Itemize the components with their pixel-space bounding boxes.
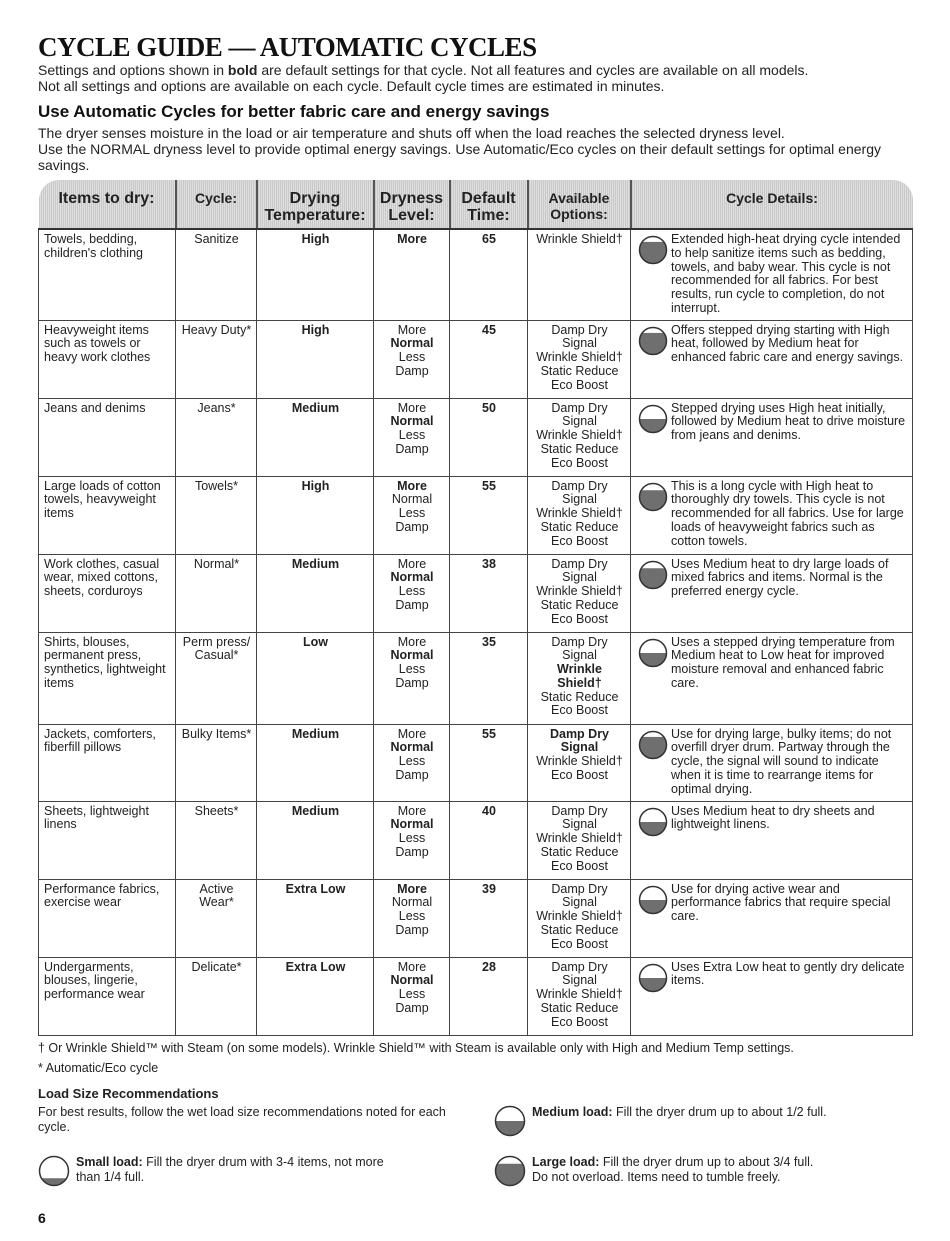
dryness-level: More: [397, 400, 427, 415]
option-item: Eco Boost: [551, 611, 608, 626]
drum-load-icon: [638, 326, 668, 360]
dryness-level: Damp: [395, 767, 429, 782]
options-cell: [528, 879, 631, 957]
table-row: [39, 229, 913, 320]
options-cell: [528, 398, 631, 476]
dryness-level: More: [397, 478, 427, 493]
drum-load-icon: [638, 560, 668, 594]
option-item: Eco Boost: [551, 533, 608, 548]
dryness-level: Normal: [390, 740, 434, 755]
items-cell: Performance fabrics, exercise wear: [39, 879, 176, 957]
temperature-cell: Medium: [257, 554, 374, 632]
dryness-level: Normal: [390, 570, 434, 585]
table-row: [39, 320, 913, 398]
table-row: [39, 398, 913, 476]
header-dryness: Dryness Level:: [374, 180, 450, 229]
option-item: Eco Boost: [551, 455, 608, 470]
drum-load-icon: [638, 963, 668, 997]
option-item: Signal: [562, 648, 597, 663]
dryness-level: Less: [398, 428, 426, 443]
dryness-cell: [374, 724, 450, 801]
load-size-title: Load Size Recommendations: [38, 1086, 219, 1101]
time-cell: 55: [450, 724, 528, 801]
option-item: Signal: [562, 817, 597, 832]
options-cell: [528, 476, 631, 554]
dryness-cell: [374, 320, 450, 398]
subintro-line2: Use the NORMAL dryness level to provide optimal energy savings. Use Automatic/Eco cycles on their default settings for optimal energy savings.: [38, 141, 881, 173]
option-item: Signal: [562, 336, 597, 351]
temperature-cell: Medium: [257, 724, 374, 801]
header-time: Default Time:: [450, 180, 528, 229]
dryness-level: Damp: [395, 1000, 429, 1015]
dryness-level: More: [397, 232, 427, 246]
table-row: [39, 801, 913, 879]
small-load-label: Small load:: [76, 1155, 143, 1169]
dryness-level: More: [397, 959, 427, 974]
options-cell: [528, 957, 631, 1035]
cycle-cell: Delicate*: [176, 957, 257, 1035]
details-cell: [631, 554, 913, 632]
cycle-cell: Normal*: [176, 554, 257, 632]
dryness-level: More: [397, 634, 427, 649]
time-cell: 35: [450, 632, 528, 724]
dryness-level: Less: [398, 831, 426, 846]
footnote-dagger: † Or Wrinkle Shield™ with Steam (on some models). Wrinkle Shield™ with Steam is available only with High and Medium Temp settings.: [38, 1041, 794, 1055]
dryness-level: Less: [398, 987, 426, 1002]
intro-text: [38, 62, 918, 94]
option-item: Eco Boost: [551, 767, 608, 782]
cycle-cell: Towels*: [176, 476, 257, 554]
dryness-level: Damp: [395, 922, 429, 937]
option-item: Wrinkle Shield†: [536, 987, 623, 1002]
items-cell: Undergarments, blouses, lingerie, performance wear: [39, 957, 176, 1035]
time-cell: 28: [450, 957, 528, 1035]
details-text: Extended high-heat drying cycle intended to help sanitize items such as bedding, towels, and baby wear. This cycle is not recommended for all fabrics. For best results, run cycle to completion, do not interrupt.: [671, 232, 901, 315]
options-cell: [528, 320, 631, 398]
dryness-cell: [374, 957, 450, 1035]
page-number: 6: [38, 1210, 46, 1226]
option-item: Eco Boost: [551, 1014, 608, 1029]
dryness-cell: [374, 554, 450, 632]
cycle-cell: Sheets*: [176, 801, 257, 879]
cycle-cell: Heavy Duty*: [176, 320, 257, 398]
temperature-cell: High: [257, 320, 374, 398]
details-cell: [631, 398, 913, 476]
dryness-level: Damp: [395, 363, 429, 378]
items-cell: Jeans and denims: [39, 398, 176, 476]
dryness-level: Normal: [391, 492, 433, 507]
time-cell: 38: [450, 554, 528, 632]
temperature-cell: Medium: [257, 398, 374, 476]
options-cell: [528, 229, 631, 320]
details-cell: [631, 476, 913, 554]
dryness-level: More: [397, 726, 427, 741]
intro-line1-before: Settings and options shown in: [38, 62, 228, 78]
option-item: Damp Dry: [551, 634, 608, 649]
items-cell: Sheets, lightweight linens: [39, 801, 176, 879]
time-cell: 65: [450, 229, 528, 320]
header-cycle: Cycle:: [176, 180, 257, 229]
dryness-level: Normal: [391, 895, 433, 910]
option-item: Wrinkle Shield†: [536, 506, 623, 521]
option-item: Wrinkle Shield†: [536, 754, 623, 769]
option-item: Eco Boost: [551, 858, 608, 873]
dryness-level: More: [397, 322, 427, 337]
cycle-cell: Sanitize: [176, 229, 257, 320]
option-item: Eco Boost: [551, 703, 608, 718]
option-item: Static Reduce: [540, 363, 619, 378]
temperature-cell: High: [257, 229, 374, 320]
dryness-level: Less: [398, 662, 426, 677]
drum-load-icon: [638, 235, 668, 269]
option-item: Damp Dry: [551, 478, 608, 493]
page-title: CYCLE GUIDE — AUTOMATIC CYCLES: [38, 32, 537, 62]
medium-load-text: Fill the dryer drum up to about 1/2 full.: [612, 1105, 827, 1119]
header-details: Cycle Details:: [631, 180, 913, 229]
temperature-cell: Extra Low: [257, 957, 374, 1035]
table-row: [39, 632, 913, 724]
drum-large-load-icon: [494, 1155, 526, 1191]
options-cell: [528, 632, 631, 724]
intro-line2: Not all settings and options are available on each cycle. Default cycle times are estimated in minutes.: [38, 78, 665, 94]
dryness-level: Less: [398, 506, 426, 521]
table-row: [39, 724, 913, 801]
options-cell: [528, 554, 631, 632]
dryness-cell: [374, 879, 450, 957]
option-item: Static Reduce: [540, 844, 619, 859]
details-cell: [631, 801, 913, 879]
details-cell: [631, 229, 913, 320]
drum-small-load-icon: [38, 1155, 70, 1191]
dryness-cell: [374, 229, 450, 320]
option-item: Wrinkle Shield†: [536, 909, 623, 924]
drum-load-icon: [638, 638, 668, 672]
details-text: Use for drying large, bulky items; do not overfill dryer drum. Partway through the cycle, the signal will sound to indicate when it is time to rearrange items for optimal drying.: [671, 726, 892, 796]
dryness-level: Less: [398, 909, 426, 924]
options-cell: [528, 724, 631, 801]
table-row: [39, 476, 913, 554]
time-cell: 45: [450, 320, 528, 398]
options-cell: [528, 801, 631, 879]
option-item: Shield†: [557, 675, 602, 690]
subintro-text: [38, 125, 918, 173]
items-cell: Shirts, blouses, permanent press, synthetics, lightweight items: [39, 632, 176, 724]
subintro-line1: The dryer senses moisture in the load or air temperature and shuts off when the load reaches the selected dryness level.: [38, 125, 785, 141]
dryness-level: More: [397, 803, 427, 818]
temperature-cell: High: [257, 476, 374, 554]
details-cell: [631, 632, 913, 724]
dryness-cell: [374, 801, 450, 879]
temperature-cell: Medium: [257, 801, 374, 879]
option-item: Static Reduce: [540, 1000, 619, 1015]
dryness-level: More: [397, 881, 427, 896]
footnotes: [38, 1041, 918, 1081]
dryness-level: Normal: [390, 648, 434, 663]
time-cell: 39: [450, 879, 528, 957]
cycle-cell: Jeans*: [176, 398, 257, 476]
option-item: Signal: [562, 570, 597, 585]
option-item: Damp Dry: [549, 726, 610, 741]
option-item: Eco Boost: [551, 936, 608, 951]
drum-load-icon: [638, 807, 668, 841]
dryness-level: Normal: [390, 973, 434, 988]
option-item: Eco Boost: [551, 377, 608, 392]
table-header-row: [39, 180, 913, 229]
cycle-guide-table: [38, 180, 913, 1036]
dryness-level: Normal: [390, 336, 434, 351]
details-text: Stepped drying uses High heat initially, followed by Medium heat to drive moisture from jeans and denims.: [671, 400, 906, 443]
items-cell: Jackets, comforters, fiberfill pillows: [39, 724, 176, 801]
option-item: Static Reduce: [540, 597, 619, 612]
drum-load-icon: [638, 885, 668, 919]
details-text: This is a long cycle with High heat to thoroughly dry towels. This cycle is not recommended for all fabrics. Use for large loads of heavyweight fabrics such as cotton towels.: [671, 478, 904, 548]
details-text: Uses Extra Low heat to gently dry delicate items.: [671, 959, 905, 988]
temperature-cell: Extra Low: [257, 879, 374, 957]
time-cell: 55: [450, 476, 528, 554]
option-item: Damp Dry: [551, 400, 608, 415]
dryness-level: Damp: [395, 441, 429, 456]
dryness-level: Less: [398, 754, 426, 769]
footnote-star: * Automatic/Eco cycle: [38, 1061, 159, 1075]
details-cell: [631, 724, 913, 801]
details-text: Use for drying active wear and performance fabrics that require special care.: [671, 881, 891, 924]
intro-line1-after: are default settings for that cycle. Not all features and cycles are available on all models.: [257, 62, 809, 78]
option-item: Static Reduce: [540, 441, 619, 456]
option-item: Damp Dry: [551, 322, 608, 337]
drum-load-icon: [638, 482, 668, 516]
large-load-text: Fill the dryer drum up to about 3/4 full. Do not overload. Items need to tumble freely.: [532, 1155, 814, 1184]
time-cell: 40: [450, 801, 528, 879]
items-cell: Large loads of cotton towels, heavyweight items: [39, 476, 176, 554]
option-item: Static Reduce: [540, 519, 619, 534]
drum-load-icon: [638, 404, 668, 438]
cycle-cell: Bulky Items*: [176, 724, 257, 801]
dryness-level: Damp: [395, 675, 429, 690]
option-item: Damp Dry: [551, 959, 608, 974]
option-item: Signal: [562, 895, 597, 910]
items-cell: Towels, bedding, children's clothing: [39, 229, 176, 320]
option-item: Wrinkle Shield†: [536, 584, 623, 599]
option-item: Damp Dry: [551, 803, 608, 818]
dryness-level: Normal: [390, 817, 434, 832]
table-row: [39, 879, 913, 957]
items-cell: Work clothes, casual wear, mixed cottons, sheets, corduroys: [39, 554, 176, 632]
option-item: Wrinkle Shield†: [536, 428, 623, 443]
option-item: Signal: [562, 973, 597, 988]
drum-load-icon: [638, 730, 668, 764]
dryness-level: Damp: [395, 844, 429, 859]
option-item: Wrinkle Shield†: [536, 232, 623, 246]
option-item: Wrinkle: [557, 662, 602, 677]
details-text: Uses a stepped drying temperature from Medium heat to Low heat for improved moisture removal and enhanced fabric care.: [671, 634, 895, 690]
drum-medium-load-icon: [494, 1105, 526, 1141]
dryness-level: Less: [398, 350, 426, 365]
details-text: Uses Medium heat to dry sheets and lightweight linens.: [671, 803, 875, 832]
details-cell: [631, 957, 913, 1035]
load-size-text: For best results, follow the wet load size recommendations noted for each cycle.: [38, 1105, 446, 1134]
header-options: Available Options:: [528, 180, 631, 229]
details-text: Uses Medium heat to dry large loads of mixed fabrics and items. Normal is the preferred energy cycle.: [671, 556, 889, 599]
option-item: Signal: [562, 492, 597, 507]
dryness-level: More: [397, 556, 427, 571]
cycle-cell: Active Wear*: [176, 879, 257, 957]
table-row: [39, 554, 913, 632]
large-load-label: Large load:: [532, 1155, 600, 1169]
option-item: Signal: [562, 414, 597, 429]
dryness-cell: [374, 476, 450, 554]
option-item: Damp Dry: [551, 556, 608, 571]
header-items: Items to dry:: [39, 180, 176, 229]
dryness-cell: [374, 398, 450, 476]
section-subtitle: Use Automatic Cycles for better fabric care and energy savings: [38, 102, 550, 121]
cycle-cell: Perm press/ Casual*: [176, 632, 257, 724]
option-item: Static Reduce: [540, 922, 619, 937]
details-cell: [631, 879, 913, 957]
table-row: [39, 957, 913, 1035]
option-item: Damp Dry: [551, 881, 608, 896]
intro-bold-word: bold: [227, 62, 258, 78]
temperature-cell: Low: [257, 632, 374, 724]
time-cell: 50: [450, 398, 528, 476]
dryness-level: Less: [398, 584, 426, 599]
small-load-text: Fill the dryer drum with 3-4 items, not more than 1/4 full.: [76, 1155, 384, 1184]
details-text: Offers stepped drying starting with High heat, followed by Medium heat for enhanced fabric care and energy savings.: [671, 322, 904, 365]
dryness-cell: [374, 632, 450, 724]
items-cell: Heavyweight items such as towels or heavy work clothes: [39, 320, 176, 398]
option-item: Wrinkle Shield†: [536, 831, 623, 846]
option-item: Static Reduce: [540, 689, 619, 704]
details-cell: [631, 320, 913, 398]
dryness-level: Normal: [390, 414, 434, 429]
medium-load-label: Medium load:: [532, 1105, 613, 1119]
dryness-level: Damp: [395, 597, 429, 612]
option-item: Wrinkle Shield†: [536, 350, 623, 365]
option-item: Signal: [560, 740, 599, 755]
dryness-level: Damp: [395, 519, 429, 534]
header-temp: Drying Temperature:: [257, 180, 374, 229]
